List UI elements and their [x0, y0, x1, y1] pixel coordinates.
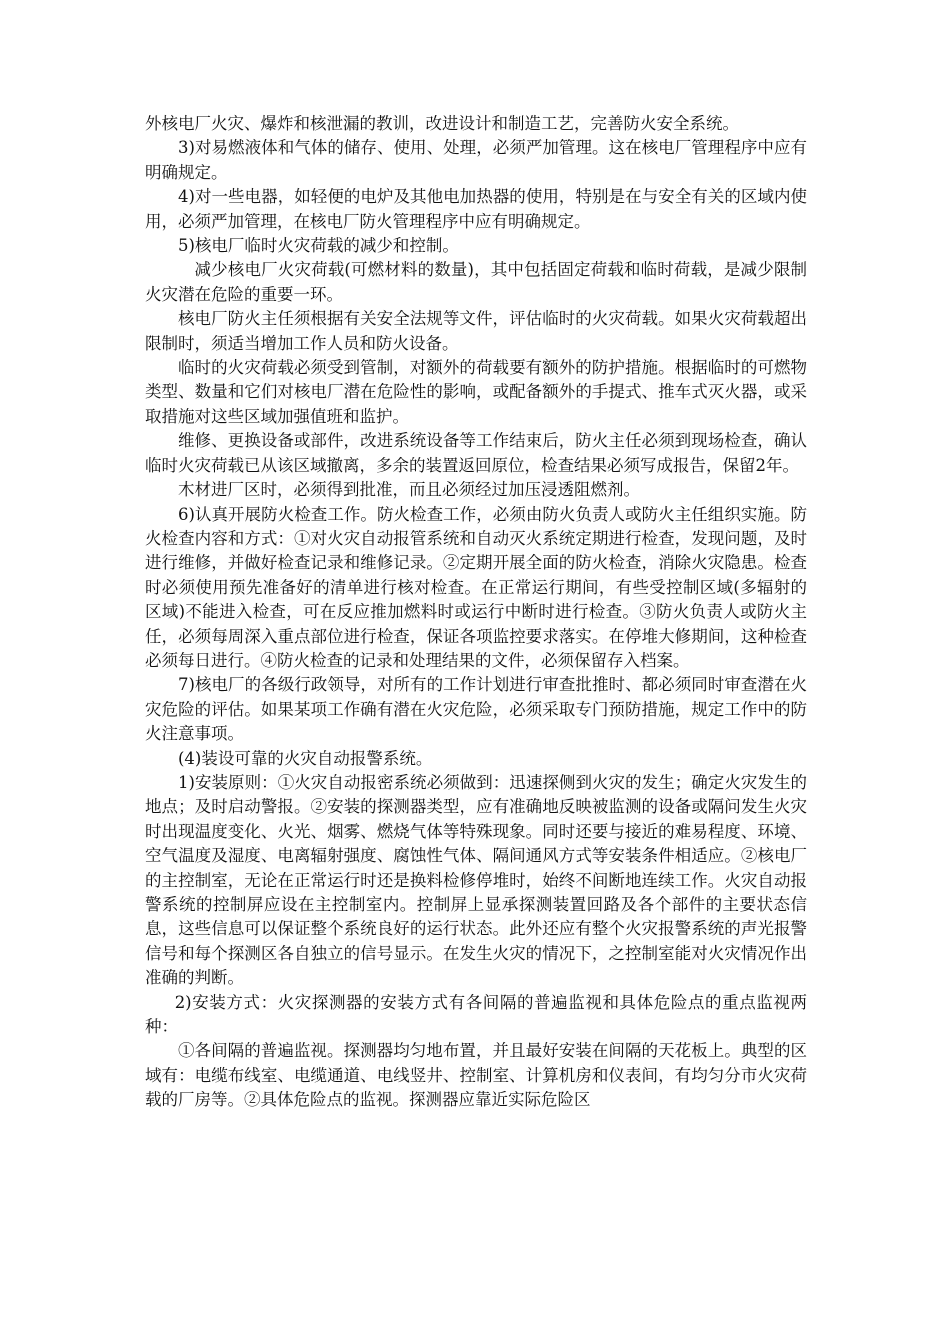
paragraph-item-5: 5)核电厂临时火灾荷载的减少和控制。	[178, 236, 459, 256]
paragraph-fire-director: 核电厂防火主任须根据有关安全法规等文件，评估临时的火灾荷载。如果火灾荷载超出限制时，须适当增加工作人员和防火设备。	[145, 309, 807, 353]
paragraph-general-monitoring: ①各间隔的普遍监视。探测器均匀地布置，并且最好安装在间隔的天花板上。典型的区域有：电缆布线室、电缆通道、电线竖井、控制室、计算机房和仪表间，有均匀分市火灾荷载的厂房等。②具体危险点的监视。探测器应靠近实际危险区	[145, 1041, 807, 1110]
paragraph-item-6: 6)认真开展防火检查工作。防火检查工作，必须由防火负责人或防火主任组织实施。防火检查内容和方式：①对火灾自动报管系统和自动灭火系统定期进行检查，发现问题，及时进行维修，并做好检查记录和维修记录。②定期开展全面的防火检查，消除火灾隐患。检查时必须使用预先准备好的清单进行核对检查。在正常运行期间，有些受控制区域(多辐射的区域)不能进入检查，可在反应推加燃料时或运行中断时进行检查。③防火负责人或防火主任，必须每周深入重点部位进行检查，保证各项监控要求落实。在停堆大修期间，这种检查必须每日进行。④防火检查的记录和处理结果的文件，必须保留存入档案。	[145, 504, 807, 670]
paragraph-fire-load: 减少核电厂火灾荷载(可燃材料的数量)，其中包括固定荷载和临时荷载，是减少限制火灾潜在危险的重要一环。	[145, 260, 807, 304]
paragraph-temporary-load: 临时的火灾荷载必须受到管制，对额外的荷载要有额外的防护措施。根据临时的可燃物类型、数量和它们对核电厂潜在危险性的影响，或配备额外的手提式、推车式灭火器，或采取措施对这些区域加强值班和监护。	[145, 358, 807, 426]
section-heading-4: (4)装设可靠的火灾自动报警系统。	[178, 748, 433, 768]
paragraph-continuation: 外核电厂火灾、爆炸和核泄漏的教训，改进设计和制造工艺，完善防火安全系统。	[145, 114, 739, 133]
document-page	[145, 112, 807, 1113]
paragraph-install-method: 2)安装方式：火灾探测器的安装方式有各间隔的普遍监视和具体危险点的重点监视两种：	[145, 992, 807, 1037]
paragraph-item-7: 7)核电厂的各级行政领导，对所有的工作计划进行审查批推时、都必须同时审查潜在火灾危险的评估。如果某项工作确有潜在火灾危险，必须采取专门预防措施，规定工作中的防火注意事项。	[145, 675, 807, 744]
paragraph-item-4: 4)对一些电器，如轻便的电炉及其他电加热器的使用，特别是在与安全有关的区域内使用，必须严加管理，在核电厂防火管理程序中应有明确规定。	[145, 187, 807, 231]
paragraph-item-3: 3)对易燃液体和气体的储存、使用、处理，必须严加管理。这在核电厂管理程序中应有明确规定。	[145, 138, 807, 182]
paragraph-maintenance: 维修、更换设备或部件，改进系统设备等工作结束后，防火主任必须到现场检查，确认临时火灾荷载已从该区域撤离，多余的装置返回原位，检查结果必须写成报告，保留2年。	[145, 431, 807, 475]
paragraph-timber: 木材进厂区时，必须得到批准，而且必须经过加压浸透阻燃剂。	[178, 480, 640, 500]
paragraph-install-principle: 1)安装原则：①火灾自动报密系统必须做到：迅速探侧到火灾的发生；确定火灾发生的地点；及时启动警报。②安装的探测器类型，应有准确地反映被监测的设备或隔问发生火灾时出现温度变化、火光、烟雾、燃烧气体等特殊现象。同时还要与接近的难易程度、环境、空气温度及湿度、电离辐射强度、腐蚀性气体、隔间通风方式等安装条件相适应。②核电厂的主控制室，无论在正常运行时还是换料检修停堆时，始终不间断地连续工作。火灾自动报警系统的控制屏应设在主控制室内。控制屏上显承探测装置回路及各个部件的主要状态信息，这些信息可以保证整个系统良好的运行状态。此外还应有整个火灾报警系统的声光报警信号和每个探测区各自独立的信号显示。在发生火灾的情况下，之控制室能对火灾情况作出准确的判断。	[145, 772, 807, 988]
